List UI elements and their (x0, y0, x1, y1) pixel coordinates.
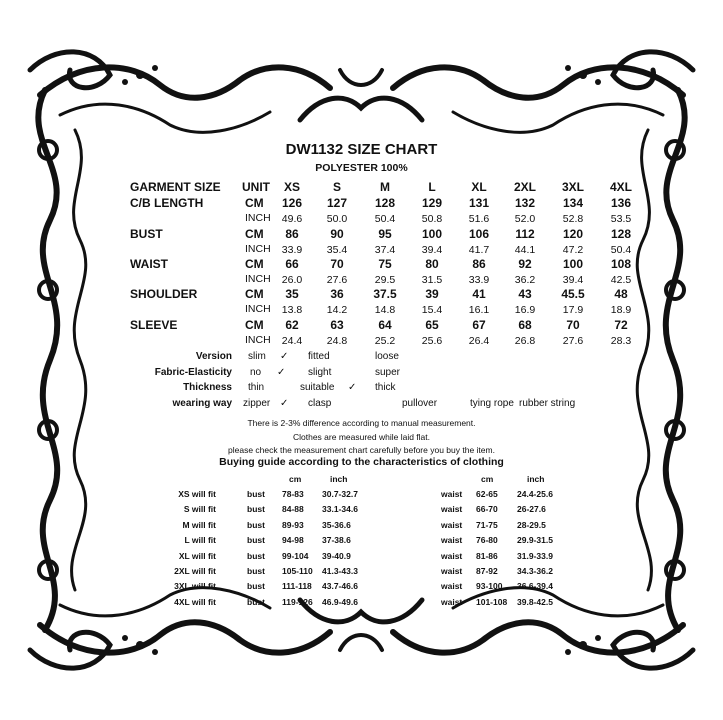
bust-cm-value: 120 (562, 227, 584, 241)
shoulder-cm-value: 37.5 (373, 287, 397, 301)
waist-cm-value: 80 (425, 257, 439, 271)
shoulder-inch-value: 16.9 (514, 304, 536, 316)
waist-cm-value: 86 (472, 257, 486, 271)
sleeve-inch-value: 26.4 (468, 335, 490, 347)
garment-size-header: GARMENT SIZE (130, 180, 221, 194)
guide-waist-label-value: waist (441, 581, 463, 592)
sleeve-inch-unit: INCH (245, 334, 271, 346)
c-b-length-inch-value: 49.6 (281, 213, 303, 225)
c-b-length-cm-value: 132 (514, 196, 536, 210)
sleeve-cm-value: 64 (378, 318, 392, 332)
guide-waist-cm-header: cm (481, 474, 494, 484)
guide-bust-cm-value: 119-126 (282, 596, 313, 607)
material-label: POLYESTER 100% (315, 162, 408, 174)
guide-bust-label-value: bust (247, 566, 265, 576)
c-b-length-cm-value: 127 (326, 196, 348, 210)
shoulder-cm-unit: CM (245, 287, 264, 301)
guide-bust-label-value: bust (247, 581, 265, 592)
sleeve-cm-unit: CM (245, 318, 264, 332)
guide-waist-inch-value: 34.3-36.2 (517, 566, 553, 576)
guide-waist-cm-value: 71-75 (476, 519, 498, 530)
guide-waist-cm-value: 87-92 (476, 566, 498, 576)
wearing-option-clasp: clasp (308, 398, 332, 409)
guide-bust-label-value: bust (247, 596, 265, 607)
size-header-3xl: 3XL (561, 180, 584, 194)
sleeve-cm-value: 67 (472, 318, 486, 332)
waist-cm-value: 70 (330, 257, 344, 271)
check-mark-icon: ✓ (277, 367, 286, 378)
guide-bust-inch-value: 46.9-49.6 (322, 596, 358, 607)
sleeve-inch-value: 25.6 (421, 335, 443, 347)
size-header-xl: XL (471, 180, 487, 194)
c-b-length-cm-value: 126 (281, 196, 303, 210)
guide-waist-label-value: waist (441, 550, 463, 561)
wearing-option-tying-rope: tying rope (470, 398, 514, 409)
version-label: Version (195, 351, 232, 362)
guide-bust-cm-value: 99-104 (282, 550, 309, 561)
shoulder-cm-value: 36 (330, 287, 344, 301)
waist-inch-value: 26.0 (281, 274, 303, 286)
elasticity-option-slight: slight (308, 367, 332, 378)
note-line-1: There is 2-3% difference according to manual measurement. (247, 418, 476, 428)
shoulder-inch-value: 17.9 (562, 304, 584, 316)
sleeve-label: SLEEVE (130, 318, 178, 332)
waist-cm-value: 66 (285, 257, 299, 271)
shoulder-cm-value: 43 (518, 287, 532, 301)
guide-size-label: M will fit (182, 519, 216, 530)
guide-bust-label-value: bust (247, 504, 265, 515)
guide-bust-label-value: bust (247, 489, 265, 499)
thickness-label: Thickness (183, 382, 232, 393)
elasticity-label: Fabric-Elasticity (154, 367, 232, 378)
shoulder-cm-value: 45.5 (561, 287, 585, 301)
c-b-length-inch-value: 51.6 (468, 213, 490, 225)
sleeve-inch-value: 25.2 (374, 335, 396, 347)
shoulder-inch-value: 14.8 (374, 304, 396, 316)
guide-bust-cm-value: 105-110 (282, 566, 313, 576)
check-mark-icon: ✓ (348, 382, 357, 393)
bust-cm-value: 90 (330, 227, 344, 241)
elasticity-option-super: super (375, 367, 401, 378)
wearing-option-zipper: zipper (243, 398, 271, 409)
guide-bust-label-value: bust (247, 535, 265, 546)
guide-waist-label-value: waist (441, 519, 463, 530)
chart-title: DW1132 SIZE CHART (285, 141, 438, 158)
waist-inch-value: 27.6 (326, 274, 348, 286)
sleeve-cm-value: 68 (518, 318, 532, 332)
guide-waist-inch-value: 29.9-31.5 (517, 535, 553, 546)
thickness-option-suitable: suitable (300, 382, 335, 393)
waist-cm-value: 100 (562, 257, 584, 271)
sleeve-cm-value: 70 (566, 318, 580, 332)
guide-waist-label-value: waist (441, 504, 463, 515)
waist-inch-value: 33.9 (468, 274, 490, 286)
guide-waist-cm-value: 101-108 (476, 596, 508, 607)
shoulder-inch-value: 13.8 (281, 304, 303, 316)
guide-waist-cm-value: 93-100 (476, 581, 503, 592)
guide-waist-inch-header: inch (527, 474, 545, 484)
guide-bust-cm-value: 94-98 (282, 535, 304, 546)
sleeve-inch-value: 28.3 (610, 335, 632, 347)
bust-inch-value: 50.4 (610, 244, 632, 256)
size-header-m: M (380, 180, 390, 194)
waist-inch-value: 42.5 (610, 274, 632, 286)
guide-size-label: L will fit (184, 535, 216, 546)
guide-size-label: XL will fit (178, 550, 216, 561)
waist-inch-unit: INCH (245, 273, 271, 285)
check-mark-icon: ✓ (280, 351, 289, 362)
c-b-length-cm-value: 136 (610, 196, 632, 210)
bust-inch-value: 44.1 (514, 244, 536, 256)
shoulder-inch-value: 14.2 (326, 304, 348, 316)
wearing-option-pullover: pullover (402, 398, 438, 409)
bust-cm-value: 112 (515, 227, 535, 241)
sleeve-cm-value: 63 (330, 318, 344, 332)
guide-waist-cm-value: 76-80 (476, 535, 498, 546)
sleeve-inch-value: 24.4 (281, 335, 303, 347)
wearing-label: wearing way (172, 398, 232, 409)
c-b-length-cm-unit: CM (245, 196, 264, 210)
c-b-length-label: C/B LENGTH (130, 196, 204, 210)
c-b-length-cm-value: 134 (562, 196, 584, 210)
bust-cm-value: 106 (468, 227, 490, 241)
guide-waist-inch-value: 39.8-42.5 (517, 596, 553, 607)
thickness-option-thin: thin (248, 382, 265, 393)
shoulder-label: SHOULDER (130, 287, 198, 301)
shoulder-cm-value: 39 (425, 287, 439, 301)
sleeve-cm-value: 72 (614, 318, 628, 332)
guide-size-label: S will fit (183, 504, 216, 515)
c-b-length-inch-value: 52.0 (514, 213, 536, 225)
c-b-length-inch-unit: INCH (245, 212, 271, 224)
shoulder-inch-value: 18.9 (610, 304, 632, 316)
shoulder-inch-value: 15.4 (421, 304, 443, 316)
bust-inch-value: 41.7 (468, 244, 490, 256)
guide-bust-inch-value: 41.3-43.3 (322, 566, 358, 576)
waist-inch-value: 29.5 (374, 274, 396, 286)
guide-waist-label-value: waist (441, 566, 463, 576)
bust-inch-unit: INCH (245, 243, 271, 255)
guide-waist-inch-value: 28-29.5 (517, 519, 546, 530)
thickness-option-thick: thick (375, 382, 396, 393)
guide-bust-cm-value: 84-88 (282, 504, 304, 515)
guide-size-label: 2XL will fit (174, 566, 216, 576)
guide-waist-label-value: waist (441, 535, 463, 546)
size-header-xs: XS (283, 180, 300, 194)
guide-waist-cm-value: 62-65 (476, 489, 498, 499)
buying-guide-title: Buying guide according to the characteristics of clothing (219, 456, 504, 468)
shoulder-inch-unit: INCH (245, 303, 271, 315)
bust-inch-value: 47.2 (562, 244, 584, 256)
c-b-length-cm-value: 129 (421, 196, 443, 210)
guide-bust-cm-value: 89-93 (282, 519, 304, 530)
c-b-length-cm-value: 131 (468, 196, 490, 210)
guide-bust-inch-value: 33.1-34.6 (322, 504, 358, 515)
bust-cm-value: 100 (421, 227, 443, 241)
bust-inch-value: 33.9 (281, 244, 303, 256)
guide-size-label: XS will fit (178, 489, 216, 499)
size-header-l: L (428, 180, 436, 194)
waist-cm-value: 75 (378, 257, 392, 271)
sleeve-cm-value: 62 (285, 318, 299, 332)
waist-label: WAIST (130, 257, 168, 271)
note-line-2: Clothes are measured while laid flat. (292, 432, 430, 442)
waist-inch-value: 31.5 (421, 274, 443, 286)
sleeve-cm-value: 65 (425, 318, 439, 332)
guide-bust-inch-value: 35-36.6 (322, 519, 351, 530)
sleeve-inch-value: 24.8 (326, 335, 348, 347)
unit-header: UNIT (242, 180, 270, 194)
c-b-length-inch-value: 50.4 (374, 213, 396, 225)
guide-bust-inch-value: 37-38.6 (322, 535, 351, 546)
c-b-length-inch-value: 52.8 (562, 213, 584, 225)
guide-bust-label-value: bust (247, 550, 265, 561)
bust-label: BUST (130, 227, 163, 241)
waist-inch-value: 39.4 (562, 274, 584, 286)
guide-bust-inch-value: 39-40.9 (322, 550, 351, 561)
c-b-length-inch-value: 53.5 (610, 213, 632, 225)
size-header-4xl: 4XL (609, 180, 632, 194)
bust-cm-value: 95 (378, 227, 392, 241)
guide-size-label: 4XL will fit (174, 596, 216, 607)
size-header-2xl: 2XL (513, 180, 536, 194)
guide-bust-cm-value: 111-118 (282, 581, 312, 592)
bust-inch-value: 37.4 (374, 244, 396, 256)
guide-waist-label-value: waist (441, 596, 463, 607)
version-option-loose: loose (375, 351, 399, 362)
check-mark-icon: ✓ (280, 398, 289, 409)
guide-waist-inch-value: 24.4-25.6 (517, 489, 553, 499)
shoulder-inch-value: 16.1 (468, 304, 490, 316)
version-option-fitted: fitted (308, 351, 330, 362)
elasticity-option-no: no (250, 367, 262, 378)
guide-bust-inch-value: 43.7-46.6 (322, 581, 358, 592)
waist-cm-value: 108 (610, 257, 632, 271)
version-option-slim: slim (248, 351, 266, 362)
guide-bust-cm-header: cm (289, 474, 302, 484)
guide-bust-inch-value: 30.7-32.7 (322, 489, 358, 499)
bust-inch-value: 39.4 (421, 244, 443, 256)
guide-waist-label-value: waist (441, 489, 463, 499)
bust-cm-value: 86 (285, 227, 299, 241)
waist-inch-value: 36.2 (514, 274, 536, 286)
shoulder-cm-value: 48 (614, 287, 628, 301)
shoulder-cm-value: 35 (285, 287, 299, 301)
size-header-s: S (332, 180, 341, 194)
guide-size-label: 3XL will fit (174, 581, 216, 592)
waist-cm-unit: CM (245, 257, 264, 271)
guide-bust-label-value: bust (247, 519, 265, 530)
sleeve-inch-value: 27.6 (562, 335, 584, 347)
wearing-option-rubber-string: rubber string (519, 398, 576, 409)
guide-waist-inch-value: 31.9-33.9 (517, 550, 553, 561)
guide-bust-inch-header: inch (330, 474, 348, 484)
guide-waist-inch-value: 26-27.6 (517, 504, 546, 515)
bust-cm-unit: CM (245, 227, 264, 241)
note-line-3: please check the measurement chart carefully before you buy the item. (228, 445, 495, 455)
bust-cm-value: 128 (610, 227, 632, 241)
sleeve-inch-value: 26.8 (514, 335, 536, 347)
waist-cm-value: 92 (518, 257, 532, 271)
c-b-length-cm-value: 128 (374, 196, 396, 210)
bust-inch-value: 35.4 (326, 244, 348, 256)
guide-waist-cm-value: 81-86 (476, 550, 498, 561)
guide-bust-cm-value: 78-83 (282, 489, 304, 499)
shoulder-cm-value: 41 (472, 287, 486, 301)
c-b-length-inch-value: 50.8 (421, 213, 443, 225)
guide-waist-inch-value: 36.6-39.4 (517, 581, 553, 592)
c-b-length-inch-value: 50.0 (326, 213, 348, 225)
guide-waist-cm-value: 66-70 (476, 504, 498, 515)
